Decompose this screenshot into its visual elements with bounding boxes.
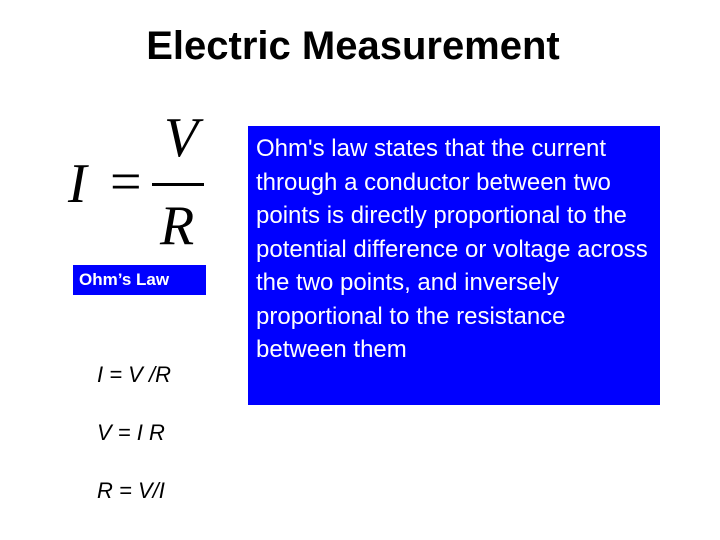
fraction-bar — [152, 183, 204, 186]
formula-equals: = — [110, 151, 142, 213]
ohms-law-label: Ohm’s Law — [73, 265, 206, 295]
ohms-law-formula — [64, 107, 214, 257]
equation-voltage: V = I R — [97, 420, 165, 445]
formula-numerator: V — [164, 107, 199, 169]
slide-title: Electric Measurement — [146, 24, 560, 68]
formula-denominator: R — [160, 195, 195, 257]
description-text: Ohm's law states that the current through a conductor between two points is directly proportional to the potential difference or voltage across the two points, and inversely proportional to the resistance between them — [256, 135, 648, 363]
formula-current: I — [68, 153, 87, 215]
equation-current: I = V /R — [97, 362, 171, 387]
description-box — [248, 126, 660, 405]
equation-resistance: R = V/I — [97, 478, 165, 503]
